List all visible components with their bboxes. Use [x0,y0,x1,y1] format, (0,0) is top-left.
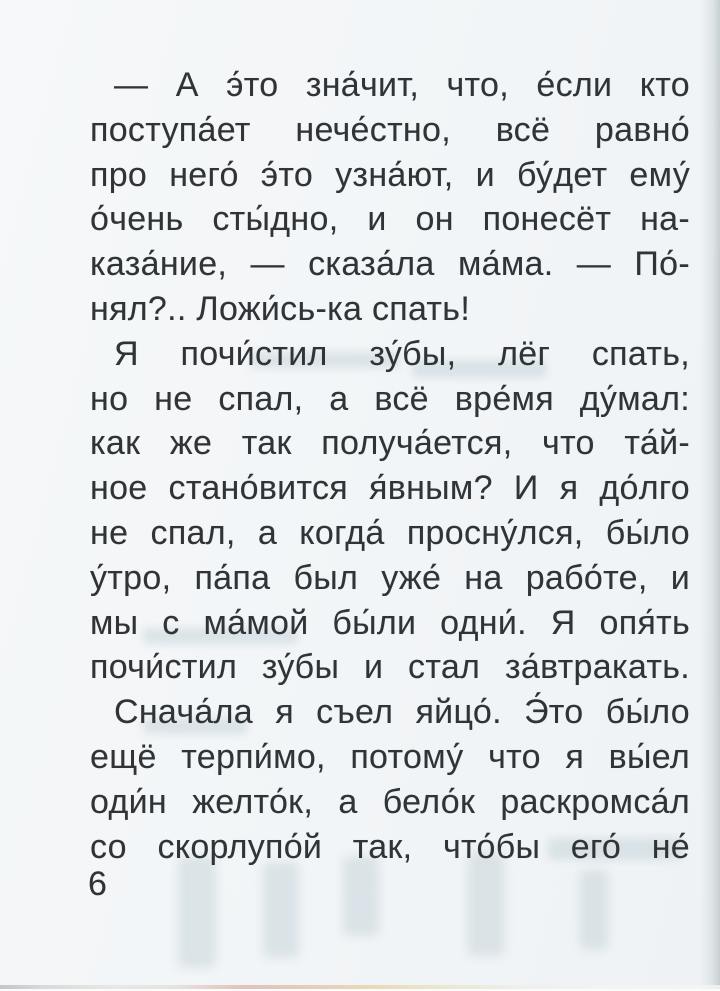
page-curl-shadow [700,0,720,991]
show-through-artifact [178,856,216,968]
text-line: ное стано́вится я́вным? И я до́лго [90,469,690,508]
text-line: — А э́то зна́чит, что, е́сли кто [114,66,690,104]
show-through-artifact [263,862,299,958]
text-line: оди́н желто́к, а бело́к раскромса́л [90,782,690,821]
text-line: как же так получа́ется, что та́й- [90,424,690,463]
text-line: но не спал, а всё вре́мя ду́мал: [90,379,690,418]
text-line: со скорлупо́й так, что́бы его́ не́ [90,827,690,866]
text-line: каза́ние, — сказа́ла ма́ма. — По́- [90,245,690,284]
text-line: ещё терпи́мо, потому́ что я вы́ел [90,737,690,776]
story-text [90,63,690,869]
text-line: нял?.. Ложи́сь-ка спать! [90,289,471,328]
text-line: почи́стил зу́бы и стал за́втракать. [90,648,690,687]
text-line: мы с ма́мой бы́ли одни́. Я опя́ть [90,603,690,642]
page-number: 6 [88,865,107,903]
text-line: у́тро, па́па был уже́ на рабо́те, и [90,558,690,597]
text-line: Я почи́стил зу́бы, лёг спать, [114,334,690,373]
text-line: не спал, а когда́ просну́лся, бы́ло [90,513,690,552]
text-line: о́чень сты́дно, и он понесёт на- [90,200,690,239]
text-line: про него́ э́то узна́ют, и бу́дет ему́ [90,155,690,194]
text-line: поступа́ет нече́стно, всё равно́ [90,110,690,149]
text-line: Снача́ла я съел яйцо́. Э́то бы́ло [114,693,690,732]
show-through-artifact [580,870,608,950]
